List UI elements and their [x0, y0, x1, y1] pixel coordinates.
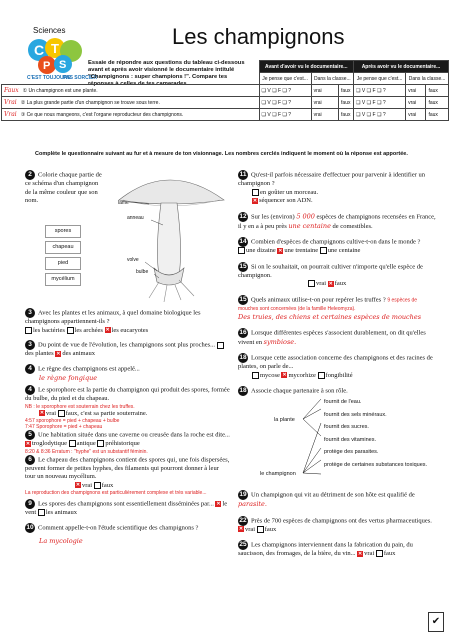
class-faux: faux	[426, 85, 449, 97]
question-5: 4 Le règne des champignons est appelé...	[25, 364, 230, 374]
checkbox-checked[interactable]: ✕	[216, 501, 221, 507]
answer-truffes: Des truies, des chiens et certaines espèces de mouches	[238, 313, 422, 321]
checkbox[interactable]	[69, 440, 76, 447]
checkbox[interactable]	[238, 247, 245, 254]
question-20: 22 Près de 700 espèces de champignons ont des vertus pharmaceutiques. ✕ vrai faux	[238, 516, 432, 533]
checkbox[interactable]	[257, 526, 264, 533]
question-8: 6 Le chapeau des champignons contient des spores qui, une fois dispersées, peuvent former de petites hyphes, des filaments qui pourront donner à leur tour un nouveau mycélium. ✕ vrai faux	[25, 455, 230, 489]
row-question: ③ Ce que nous mangeons, c'est l'organe reproducteur des champignons.	[20, 112, 184, 118]
legend-chapeau[interactable]: chapeau	[45, 241, 81, 254]
subject-label: Sciences	[33, 26, 66, 35]
row-question: ② La plus grande partie d'un champignon se trouve sous terre.	[20, 100, 160, 106]
prediction-table	[1, 60, 449, 121]
checkbox-checked[interactable]: ✕	[105, 327, 110, 334]
svg-text:PAS SORCIER: PAS SORCIER	[63, 75, 98, 81]
class-header-after: Dans la classe...	[406, 73, 449, 85]
class-header-before: Dans la classe...	[311, 73, 353, 85]
question-13: 14 Combien d'espèces de champignons cultive-t-on dans le monde ? une dizaine ✕ une trentaine une centaine	[239, 238, 421, 254]
question-17: 18 Lorsque cette association concerne des champignons et des racines de plantes, on parle de... mycose ✕ mycorhize fongibilité	[238, 354, 433, 379]
svg-text:S: S	[59, 59, 67, 71]
class-vrai: vrai	[311, 97, 338, 109]
vf-checkboxes[interactable]: ❑ V ❑ F ❑ ?	[354, 109, 406, 121]
checkbox[interactable]	[58, 410, 65, 417]
class-vrai: vrai	[406, 109, 426, 121]
checkbox[interactable]	[308, 280, 315, 287]
class-vrai: vrai	[406, 97, 426, 109]
question-15: 15 Quels animaux utilise-t-on pour repérer les truffes ? 9 espèces de mouches sont concernées (de la famille Heleomyza).	[238, 295, 418, 312]
class-vrai: vrai	[311, 109, 338, 121]
legend-mycelium[interactable]: mycélium	[45, 273, 81, 286]
intro-text: Essaie de répondre aux questions du tableau ci-dessous avant et après avoir visionné le documentaire intitulé "Champignons : super champions !". Compare tes réponses à celles de tes camarades.	[88, 60, 245, 87]
after-header: Après avoir vu le documentaire...	[354, 61, 449, 73]
row-question: ① Un champignon est une plante.	[22, 88, 98, 94]
checkbox-checked[interactable]: ✕	[25, 440, 31, 447]
mushroom-diagram	[109, 170, 229, 305]
svg-text:T: T	[51, 41, 59, 56]
question-10: 10 Comment appelle-t-on l'étude scientifique des champignons ?	[26, 523, 199, 531]
checkbox-checked[interactable]: ✕	[56, 350, 61, 357]
answer-mark: Vrai	[4, 99, 17, 106]
roles-list	[324, 396, 427, 471]
role-item: fournit des sucres.	[324, 424, 369, 430]
checkbox[interactable]	[25, 327, 32, 334]
checkbox-checked[interactable]: ✕	[39, 410, 45, 417]
note-sporophore-2: 7:47 Sporophore = pied + chapeau	[25, 424, 103, 430]
role-item: fournit de l'eau.	[324, 399, 362, 405]
checkbox-checked[interactable]: ✕	[278, 247, 283, 254]
check-icon: ✔	[428, 612, 444, 632]
page-title: Les champignons	[172, 24, 345, 49]
question-12: 12 Sur les (environ) 5 000 espèces de champignons recensées en France, il y en a à peu près une centaine de comestibles.	[238, 211, 436, 230]
partner-plante: la plante	[274, 417, 295, 423]
class-faux: faux	[339, 97, 354, 109]
vf-checkboxes[interactable]: ❑ V ❑ F ❑ ?	[259, 85, 311, 97]
checkbox-checked[interactable]: ✕	[238, 526, 244, 533]
checkbox[interactable]	[376, 550, 383, 557]
class-faux: faux	[339, 85, 354, 97]
question-14: 15 Si on le souhaitait, on pourrait cultiver n'importe qu'elle espèce de champignon. vrai ✕ faux	[238, 262, 423, 287]
checkbox[interactable]	[67, 327, 74, 334]
question-4: 3 Du point de vue de l'évolution, les champignons sont plus proches... des plantes ✕ des animaux	[25, 340, 230, 359]
label-bulbe: bulbe	[136, 269, 149, 275]
checkbox[interactable]	[318, 372, 325, 379]
left-column: 2 Colorie chaque partie de ce schéma d'un champignon de la même couleur que son nom. lame anneau volve bulbe spores chapeau pied mycélium 3 Avec les plantes et les animaux, à quel domaine biologique les champignons appartiennent-ils ? les bactéries les archées ✕ les eucaryotes 3 Du point de vue de l'évolution, les champignons sont plus proches... des plantes ✕ des animaux 4 Le règne des champignons est appelé... le règne fongique 4 Le sporophore est la partie du champignon qui produit des spores, formée du bulbe, du pied et du chapeau. NB : le sporophore est souterrain chez les truffes. ✕ vrai faux, c'est sa partie souterraine. 4:57 sporophore = pied + chapeau + bulbe 7:47 Sporophore = pied + chapeau 5 Une habitation située dans une caverne ou creusée dans la roche est dite... ✕ troglodytique antique préhistorique 8:20 & 8:36 Erratum : "hyphe" est un substantif féminin. 6 Le chapeau des champignons contient des spores qui, une fois dispersées, peuvent former de petites hyphes, des filaments qui pourront donner à leur tour un nouveau mycélium. ✕ vrai faux La reproduction des champignons est particulièrement complexe et très variable... 9 Les spores des champignons sont essentiellement disséminées par... ✕ le vent les animaux 10 Comment appelle-t-on l'étude scientifique des champignons ? La mycologie	[25, 171, 230, 545]
role-item: protège de certaines substances toxiques.	[324, 461, 428, 468]
answer-mark: Faux	[4, 87, 19, 94]
checkbox[interactable]	[97, 440, 104, 447]
note-reproduction: La reproduction des champignons est particulièrement complexe et très variable...	[25, 490, 207, 496]
class-faux: faux	[339, 109, 354, 121]
question-2: 2 Colorie chaque partie de ce schéma d'un champignon de la même couleur que son nom. lame anneau volve bulbe spores chapeau pied mycélium	[25, 170, 230, 308]
legend-pied[interactable]: pied	[45, 257, 81, 270]
answer-mark: Vrai	[4, 111, 17, 118]
question-19: 19 Un champignon qui vit au détriment de son hôte est qualifié de parasite.	[238, 491, 415, 508]
note-sporophore-1: 4:57 sporophore = pied + chapeau + bulbe	[25, 418, 120, 424]
class-faux: faux	[426, 97, 449, 109]
legend-spores[interactable]: spores	[45, 225, 81, 238]
question-21: 25 Les champignons interviennent dans la fabrication du pain, du saucisson, des fromages, de la bière, du vin... ✕ vrai faux	[238, 541, 413, 557]
before-header: Avant d'avoir vu le documentaire...	[259, 61, 354, 73]
note-truffes: NB : le sporophore est souterrain chez les truffes.	[25, 403, 135, 410]
label-lame: lame	[118, 200, 129, 206]
checkbox[interactable]	[94, 482, 101, 489]
svg-text:C: C	[34, 42, 45, 58]
vf-checkboxes[interactable]: ❑ V ❑ F ❑ ?	[354, 85, 406, 97]
question-16: 16 Lorsque différentes espèces s'associent durablement, on dit qu'elles vivent en symbiose.	[238, 328, 426, 346]
class-faux: faux	[426, 109, 449, 121]
question-6: 4 Le sporophore est la partie du champignon qui produit des spores, formée du bulbe, du pied et du chapeau.	[25, 386, 230, 402]
right-column	[238, 170, 438, 559]
checkbox-checked[interactable]: ✕	[358, 550, 363, 557]
partner-champignon: le champignon	[260, 471, 296, 477]
vf-checkboxes[interactable]: ❑ V ❑ F ❑ ?	[259, 109, 311, 121]
think-header-after: Je pense que c'est...	[354, 73, 406, 85]
question-7: 5 Une habitation située dans une caverne ou creusée dans la roche est dite... ✕ troglodytique antique préhistorique	[25, 431, 230, 447]
instructions: Complète le questionnaire suivant au fur et à mesure de ton visionnage. Les nombres cerclés indiquent le moment où la réponse est apportée.	[35, 151, 408, 157]
role-item: protège des parasites.	[324, 449, 379, 455]
class-vrai: vrai	[406, 85, 426, 97]
question-18: 18 Associe chaque partenaire à son rôle. la plante le champignon fournit de l'eau. fournit des sels minéraux. fournit des sucres. fournit des vitamines. protège des parasites. protège de certaines substances toxiques.	[238, 386, 438, 488]
checkbox-checked[interactable]: ✕	[282, 372, 287, 379]
association-lines	[303, 396, 323, 486]
class-vrai: vrai	[311, 85, 338, 97]
role-item: fournit des sels minéraux.	[324, 411, 387, 418]
svg-text:C'EST TOUJOURS: C'EST TOUJOURS	[27, 75, 71, 81]
question-text: Colorie chaque partie de ce schéma d'un champignon de la même couleur que son nom.	[25, 171, 102, 204]
checkbox-checked[interactable]: ✕	[328, 280, 333, 287]
note-erratum: 8:20 & 8:36 Erratum : "hyphe" est un substantif féminin.	[25, 448, 148, 455]
checkbox[interactable]	[217, 342, 224, 349]
checkbox[interactable]	[320, 247, 327, 254]
think-header-before: Je pense que c'est...	[259, 73, 311, 85]
table-row	[2, 85, 449, 97]
svg-text:P: P	[43, 60, 51, 72]
vf-checkboxes[interactable]: ❑ V ❑ F ❑ ?	[259, 97, 311, 109]
role-item: fournit des vitamines.	[324, 436, 376, 443]
label-anneau: anneau	[127, 215, 144, 221]
table-row	[2, 97, 449, 109]
label-volve: volve	[127, 257, 139, 263]
question-3: 3 Avec les plantes et les animaux, à quel domaine biologique les champignons appartiennent-ils ? les bactéries les archées ✕ les eucaryotes	[25, 309, 201, 334]
checkbox-checked[interactable]: ✕	[75, 482, 81, 489]
table-row	[2, 109, 449, 121]
checkbox[interactable]	[252, 189, 259, 196]
answer-mycologie: La mycologie	[39, 536, 83, 545]
checkbox[interactable]	[252, 372, 259, 379]
question-11: 11 Qu'est-il parfois nécessaire d'effectuer pour parvenir à identifier un champignon ? en goûter un morceau. ✕ séquencer son ADN.	[238, 171, 426, 204]
vf-checkboxes[interactable]: ❑ V ❑ F ❑ ?	[354, 97, 406, 109]
question-9: 9 Les spores des champignons sont essentiellement disséminées par... ✕ le vent les animaux	[25, 500, 228, 516]
answer-regne: le règne fongique	[39, 373, 98, 382]
checkbox[interactable]	[38, 509, 45, 516]
checkbox-checked[interactable]: ✕	[252, 197, 258, 204]
